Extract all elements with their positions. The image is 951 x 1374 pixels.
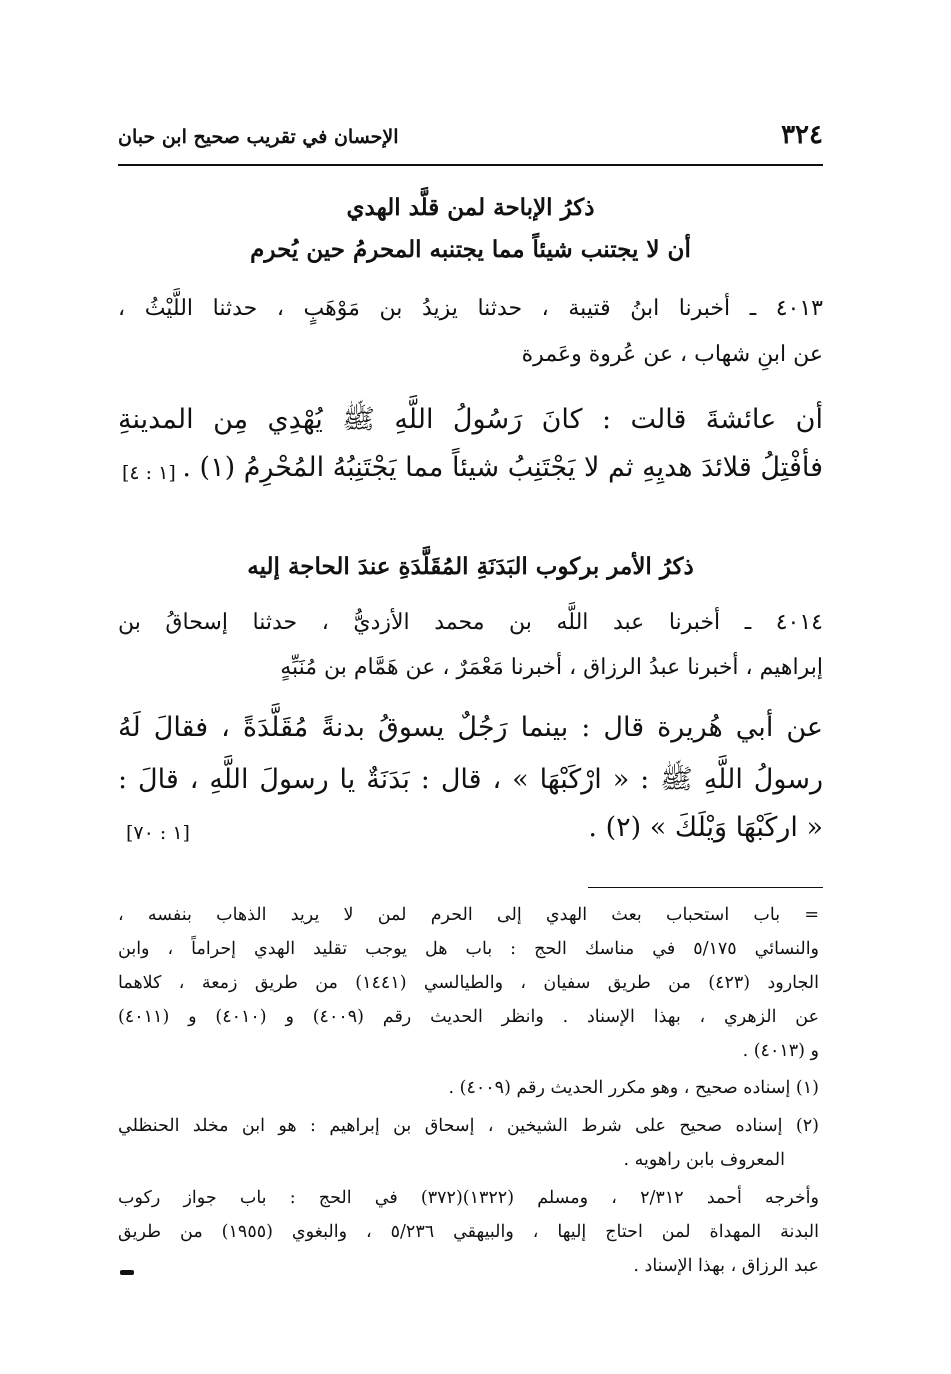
chapter-heading-1a: ذكرُ الإباحة لمن قلَّد الهدي [346, 194, 595, 221]
chapter-heading-2: ذكرُ الأمر بركوب البَدَنَةِ المُقَلَّدَةِ عندَ الحاجة إليه [247, 553, 694, 580]
footnote-divider [588, 887, 823, 888]
continuation-mark [120, 1270, 134, 1275]
chapter-heading-1b: أن لا يجتنب شيئاً مما يجتنبه المحرمُ حين يُحرم [250, 236, 691, 263]
header-divider [118, 164, 823, 166]
footnote-1: (١) إسناده صحيح ، وهو مكرر الحديث رقم (٤٠٠٩) . [448, 1078, 819, 1098]
matn-4014-line2: رسولُ اللَّهِ ﷺ : « ارْكَبْهَا » ، قال : بَدَنَةٌ يا رسولَ اللَّهِ ، قالَ : [118, 764, 823, 795]
isnad-4013-line2: عن ابنِ شهاب ، عن عُروة وعَمرة [521, 342, 823, 367]
reference-4014: [١ : ٧٠] [126, 822, 190, 844]
matn-4013-line1: أن عائشةَ قالت : كانَ رَسُولُ اللَّهِ ﷺ يُهْدِي مِن المدينةِ [118, 404, 823, 435]
footnote-2-line1: (٢) إسناده صحيح على شرط الشيخين ، إسحاق بن إبراهيم : هو ابن مخلد الحنظلي [118, 1116, 819, 1136]
footnote-continuation-line5: و (٤٠١٣) . [742, 1041, 819, 1061]
book-title: الإحسان في تقريب صحيح ابن حبان [118, 126, 399, 148]
matn-4014-line1: عن أبي هُريرة قال : بينما رَجُلٌ يسوقُ بدنةً مُقَلَّدَةً ، فقالَ لَهُ [118, 712, 823, 743]
isnad-4013-line1: ٤٠١٣ ـ أخبرنا ابنُ قتيبة ، حدثنا يزيدُ بن مَوْهَبٍ ، حدثنا اللَّيْثُ ، [118, 296, 823, 321]
footnote-continuation-line1: = باب استحباب بعث الهدي إلى الحرم لمن لا يريد الذهاب بنفسه ، [118, 905, 819, 925]
matn-4014-line3: « اركَبْهَا وَيْلَكَ » (٢) . [588, 812, 823, 843]
footnote-continuation-line4: عن الزهري ، بهذا الإسناد . وانظر الحديث رقم (٤٠٠٩) و (٤٠١٠) و (٤٠١١) [118, 1007, 820, 1027]
running-header [118, 120, 823, 160]
isnad-4014-line1: ٤٠١٤ ـ أخبرنا عبد اللَّه بن محمد الأزديُّ ، حدثنا إسحاقُ بن [118, 610, 823, 635]
footnote-continuation-line2: والنسائي ٥/١٧٥ في مناسك الحج : باب هل يوجب تقليد الهدي إحراماً ، وابن [118, 939, 820, 959]
footnote-2-line4: البدنة المهداة لمن احتاج إليها ، والبيهقي ٥/٢٣٦ ، والبغوي (١٩٥٥) من طريق [118, 1222, 819, 1242]
footnote-2-line3: وأخرجه أحمد ٢/٣١٢ ، ومسلم (١٣٢٢)(٣٧٢) في الحج : باب جواز ركوب [118, 1188, 819, 1208]
page-number: ٣٢٤ [781, 120, 823, 150]
reference-4013: [١ : ٤] [122, 462, 176, 484]
footnote-2-line2: المعروف بابن راهويه . [623, 1150, 785, 1170]
footnote-continuation-line3: الجارود (٤٢٣) من طريق سفيان ، والطيالسي (١٤٤١) من طريق زمعة ، كلاهما [118, 973, 819, 993]
matn-4013-line2: فأفْتِلُ قلائدَ هديِهِ ثم لا يَجْتَنِبُ شيئاً مما يَجْتَنِبُهُ المُحْرِمُ (١) . [182, 452, 823, 483]
isnad-4014-line2: إبراهيم ، أخبرنا عبدُ الرزاق ، أخبرنا مَعْمَرٌ ، عن هَمَّام بن مُنَبِّهٍ [280, 655, 823, 680]
footnote-2-line5: عبد الرزاق ، بهذا الإسناد . [633, 1256, 819, 1276]
